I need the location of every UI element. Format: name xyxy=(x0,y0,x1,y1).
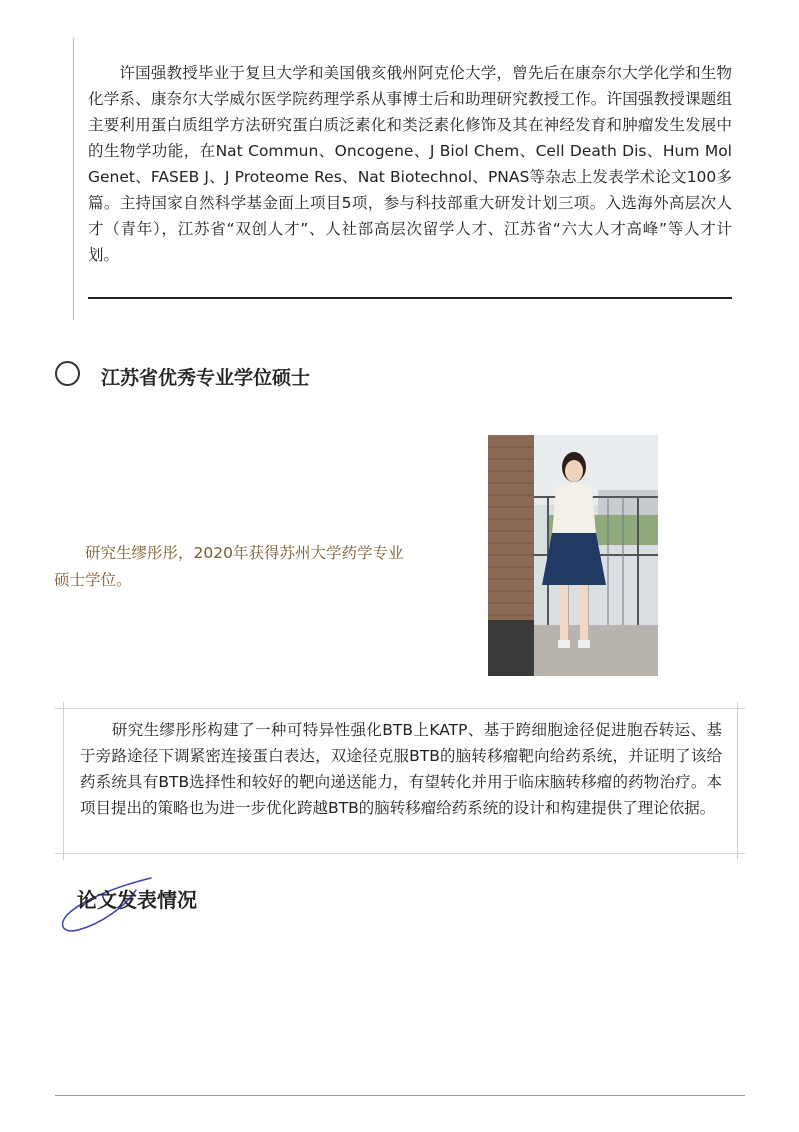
student-photo xyxy=(488,435,658,676)
circle-icon xyxy=(55,361,80,386)
section-divider xyxy=(88,297,732,299)
summary-frame-top xyxy=(55,708,745,709)
section-title: 江苏省优秀专业学位硕士 xyxy=(101,367,311,389)
footer-rule xyxy=(55,1095,745,1096)
summary-frame-bottom xyxy=(55,853,745,854)
publications-title: 论文发表情况 xyxy=(77,888,197,912)
research-summary-paragraph: 研究生缪彤彤构建了一种可特异性强化BTB上KATP、基于跨细胞途径促进胞吞转运、基于旁路途径下调紧密连接蛋白表达，双途径克服BTB的脑转移瘤靶向给药系统，并证明了该给药系统具有BTB选择性和较好的靶向递送能力，有望转化并用于临床脑转移瘤的药物治疗。本项目提出的策略也为进一步优化跨越BTB的脑转移瘤给药系统的设计和构建提供了理论依据。 xyxy=(80,721,722,817)
left-vertical-rule xyxy=(73,38,74,320)
student-caption: 研究生缪彤彤，2020年获得苏州大学药学专业硕士学位。 xyxy=(54,544,404,589)
summary-frame-left xyxy=(63,702,64,860)
professor-intro-paragraph: 许国强教授毕业于复旦大学和美国俄亥俄州阿克伦大学，曾先后在康奈尔大学化学和生物化学系、康奈尔大学威尔医学院药理学系从事博士后和助理研究教授工作。许国强教授课题组主要利用蛋白质组学方法研究蛋白质泛素化和类泛素化修饰及其在神经发育和肿瘤发生发展中的生物学功能，在Nat Commun、Oncogene、J Biol Chem、Cell Death Dis、Hum Mol Genet、FASEB J、J Proteome Res、Nat Biotechnol、PNAS等杂志上发表学术论文100多篇。主持国家自然科学基金面上项目5项，参与科技部重大研发计划三项。入选海外高层次人才（青年），江苏省“双创人才”、人社部高层次留学人才、江苏省“六大人才高峰”等人才计划。 xyxy=(88,64,732,264)
summary-frame-right xyxy=(737,702,738,860)
